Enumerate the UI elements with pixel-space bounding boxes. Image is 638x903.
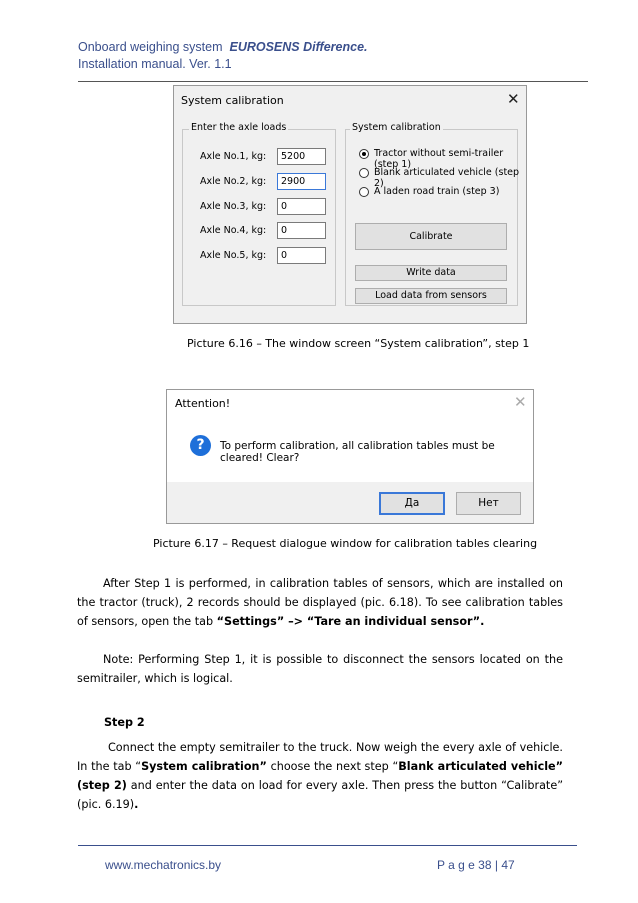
axle-2-input[interactable]: 2900: [277, 173, 326, 190]
header-product-name: EUROSENS Difference.: [229, 40, 368, 54]
axle-5-label: Axle No.5, kg:: [200, 250, 267, 261]
step2-bold-period: .: [134, 798, 139, 811]
calib-window-title: System calibration: [181, 94, 284, 107]
attention-dialog: [166, 389, 534, 524]
attention-message: To perform calibration, all calibration tables must be cleared! Clear?: [220, 440, 495, 464]
radio-step3[interactable]: [359, 187, 369, 197]
load-data-button[interactable]: Load data from sensors: [355, 288, 507, 304]
step2-text-1: Connect the empty semitrailer to the truck. Now weigh the every axle of vehicle. In the tab “: [77, 741, 563, 773]
footer-page-number: [437, 858, 515, 872]
axle-1-label: Axle No.1, kg:: [200, 151, 267, 162]
write-data-button[interactable]: Write data: [355, 265, 507, 281]
header-system-name: Onboard weighing system: [78, 40, 223, 54]
radio-step1[interactable]: [359, 149, 369, 159]
axle-4-label: Axle No.4, kg:: [200, 225, 267, 236]
close-icon[interactable]: ✕: [514, 393, 527, 411]
axle-4-input[interactable]: 0: [277, 222, 326, 239]
axle-3-label: Axle No.3, kg:: [200, 201, 267, 212]
axle-loads-group-label: Enter the axle loads: [191, 122, 287, 133]
header-rule: [78, 81, 588, 82]
paragraph-note: Note: Performing Step 1, it is possible to disconnect the sensors located on the semitrailer, which is logical.: [77, 653, 563, 685]
doc-header-version: Installation manual. Ver. 1.1: [78, 57, 232, 71]
no-button[interactable]: Нет: [456, 492, 521, 515]
option-step2-label[interactable]: Blank articulated vehicle (step 2): [374, 167, 520, 189]
paragraph-after-step1: [77, 574, 563, 631]
settings-tab-path: “Settings” –> “Tare an individual sensor”.: [216, 615, 485, 628]
figure-6-16-caption: Picture 6.16 – The window screen “System calibration”, step 1: [187, 337, 530, 350]
step2-bold-tab: System calibration”: [141, 760, 267, 773]
step2-text-3: and enter the data on load for every axle. Then press the button “Calibrate” (pic. 6.19): [77, 779, 563, 811]
axle-2-label: Axle No.2, kg:: [200, 176, 267, 187]
footer-website-link[interactable]: www.mechatronics.by: [105, 858, 222, 872]
radio-step2[interactable]: [359, 168, 369, 178]
attention-dialog-title: Attention!: [175, 397, 231, 410]
footer-rule: [78, 845, 577, 846]
page-label: P a g e: [437, 858, 475, 872]
question-icon: ?: [190, 435, 211, 456]
axle-1-input[interactable]: 5200: [277, 148, 326, 165]
close-icon[interactable]: ✕: [507, 90, 520, 108]
calibrate-button[interactable]: Calibrate: [355, 223, 507, 250]
axle-3-input[interactable]: 0: [277, 198, 326, 215]
paragraph-step2: [77, 738, 563, 814]
step2-heading: Step 2: [104, 716, 145, 729]
paragraph-after-step1-text: After Step 1 is performed, in calibration tables of sensors, which are installed on the tractor (truck), 2 records should be displayed (pic. 6.18). To see calibration tables of sensors, open the tab: [77, 577, 563, 628]
option-step3-label[interactable]: A laden road train (step 3): [374, 186, 500, 197]
page-total: 47: [501, 858, 515, 872]
step2-bold-step: Blank articulated vehicle” (step 2): [77, 760, 563, 792]
page-separator: |: [494, 858, 498, 872]
option-step1-label[interactable]: Tractor without semi-trailer (step 1): [374, 148, 504, 170]
doc-header-title: [78, 40, 368, 54]
calibration-group-label: System calibration: [352, 122, 441, 133]
step2-text-2: choose the next step “: [266, 760, 399, 773]
figure-6-17-caption: Picture 6.17 – Request dialogue window for calibration tables clearing: [153, 537, 538, 550]
yes-button[interactable]: Да: [379, 492, 445, 515]
axle-5-input[interactable]: 0: [277, 247, 326, 264]
system-calibration-window: [173, 85, 527, 324]
page-number: 38: [478, 858, 492, 872]
